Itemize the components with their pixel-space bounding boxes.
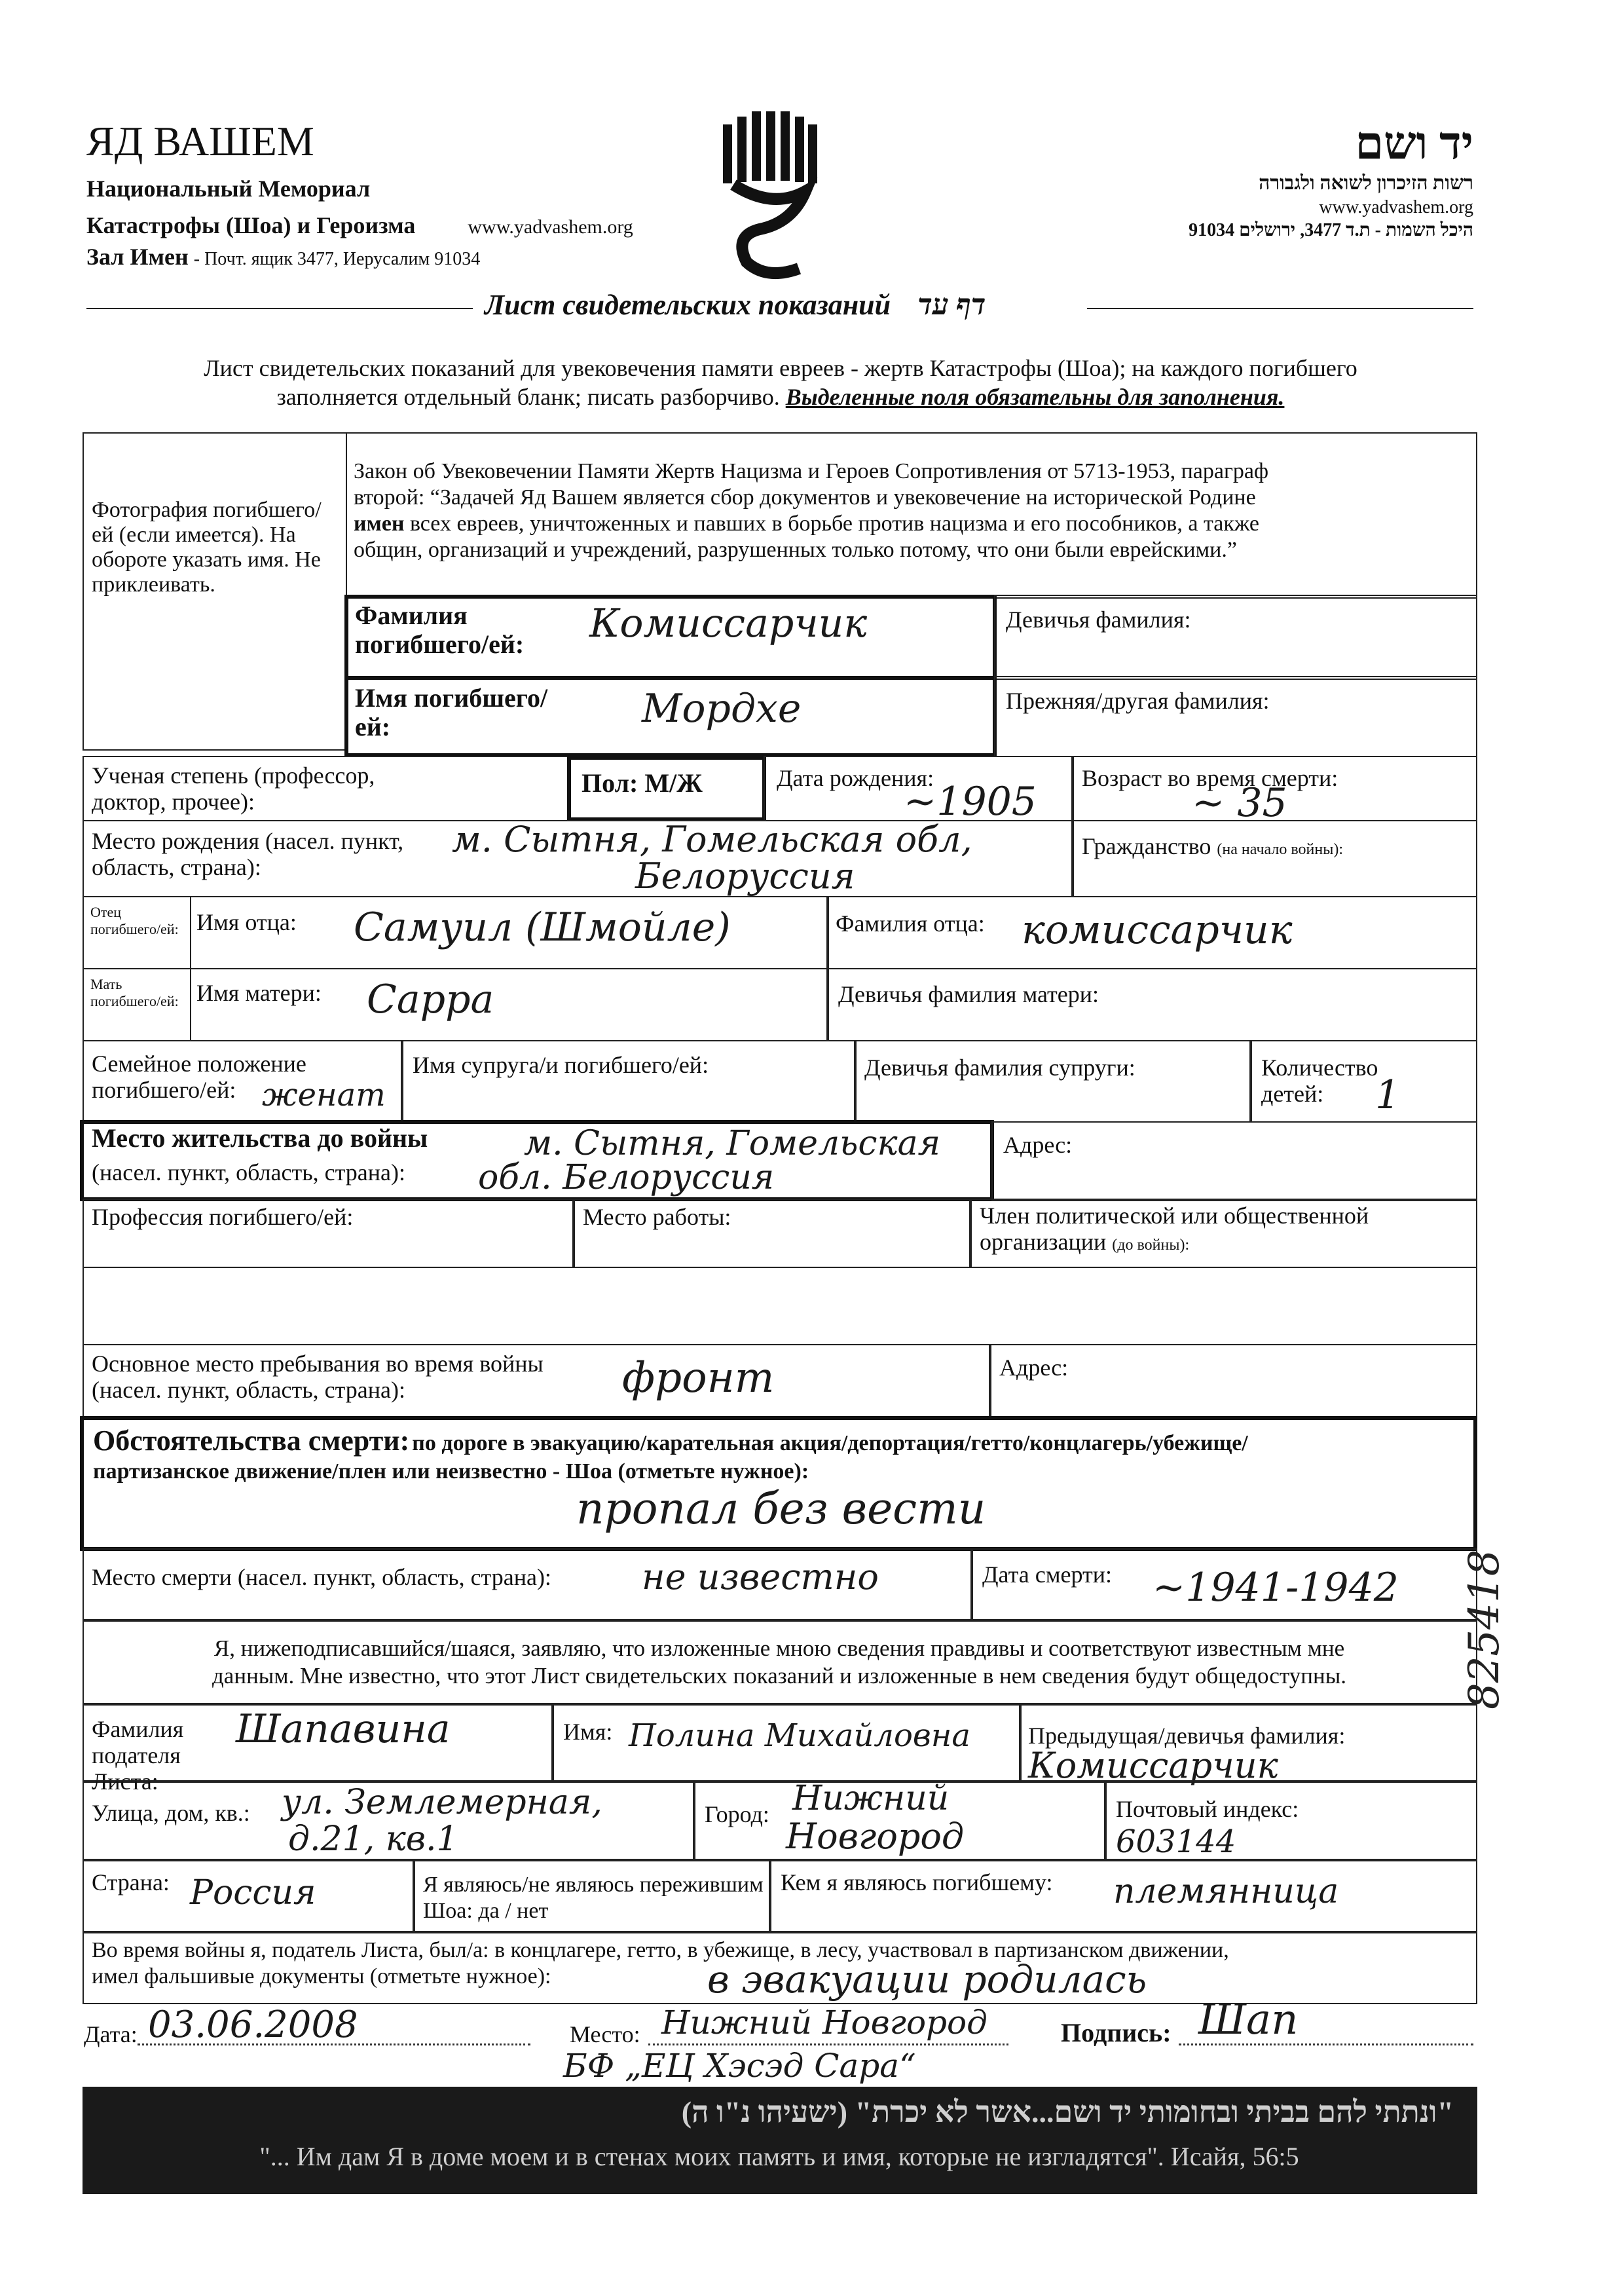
submitter-wartime-line2: имел фальшивые документы (отметьте нужное): <box>92 1964 551 1988</box>
father-name-label: Имя отца: <box>196 909 297 935</box>
birthplace-label: Место рождения (насел. пункт, область, страна): <box>92 828 404 880</box>
org-sub-he: רשות הזיכרון לשואה ולגבורה <box>1259 172 1473 194</box>
dob-label: Дата рождения: <box>777 765 934 791</box>
birthplace-value2: Белоруссия <box>635 855 855 897</box>
side-number: 825418 <box>1460 1549 1509 1709</box>
marital-value: женат <box>262 1077 386 1113</box>
header-left <box>86 118 676 272</box>
footer-quote-ru: "... Им дам Я в доме моем и в стенах моих память и имя, которые не изгладятся". Исайя, 56:5 <box>259 2142 1299 2171</box>
submitter-surname-label: Фамилия подателя Листа: <box>92 1716 184 1795</box>
city-value1: Нижний <box>792 1779 950 1818</box>
title-rule-left <box>86 308 473 309</box>
wartime-label: Основное место пребывания во время войны (насел. пункт, область, страна): <box>92 1351 544 1403</box>
intro-line2: заполняется отдельный бланк; писать разборчиво. <box>276 384 780 410</box>
declaration-line2: данным. Мне известно, что этот Лист свидетельских показаний и изложенные в нем сведения будут общедоступны. <box>212 1663 1346 1689</box>
degree-label: Ученая степень (профессор, доктор, прочее): <box>92 762 375 815</box>
address-label: Зал Имен <box>86 244 189 270</box>
father-surname-value: комиссарчик <box>1022 907 1293 953</box>
death-circ-text2: партизанское движение/плен или неизвестно - Шоа (отметьте нужное): <box>93 1459 809 1483</box>
form-title-ru: Лист свидетельских показаний <box>485 289 891 321</box>
residence-label: Место жительства до войны <box>92 1123 428 1153</box>
survivor-label: Я являюсь/не являюсь пережившим Шоа: да / нет <box>423 1873 764 1923</box>
law-line1: Закон об Увековечении Памяти Жертв Нацизма и Героев Сопротивления от 5713-1953, параграф <box>354 459 1269 483</box>
mother-name-label: Имя матери: <box>196 980 322 1006</box>
profession-extra-row[interactable] <box>83 1267 1477 1345</box>
header-right <box>1100 118 1473 242</box>
death-circ-text <box>93 1424 1468 1486</box>
declaration <box>92 1635 1467 1690</box>
member-label <box>980 1203 1464 1255</box>
footer-quote-he: "ונתתי להם בביתי ובחומותי יד ושם...אשר לא יכרת" (ישעיהו נ"ו ה) <box>681 2095 1454 2129</box>
prev-surname-label: Прежняя/другая фамилия: <box>1006 688 1270 714</box>
victim-name-value: Мордхе <box>642 686 802 732</box>
date-value: 03.06.2008 <box>148 2004 358 2046</box>
marital-label: Семейное положение погибшего/ей: <box>92 1051 306 1103</box>
death-place-label: Место смерти (насел. пункт, область, страна): <box>92 1564 551 1590</box>
spouse-maiden-field[interactable] <box>854 1040 1252 1123</box>
death-circ-value: пропал без вести <box>576 1483 986 1534</box>
father-surname-label: Фамилия отца: <box>836 910 985 937</box>
address-ru: - Почт. ящик 3477, Иерусалим 91034 <box>193 249 481 269</box>
wartime-value: фронт <box>622 1354 775 1402</box>
dob-value: ~1905 <box>904 779 1037 825</box>
intro-emph: Выделенные поля обязательны для заполнения. <box>785 384 1285 410</box>
citizenship-note: (на начало войны): <box>1217 841 1343 858</box>
sex-label: Пол: М/Ж <box>581 768 703 798</box>
birthplace-value1: м. Сытня, Гомельская обл, <box>452 819 972 860</box>
law-line3: всех евреев, уничтоженных и павших в борьбе против нацизма и его пособников, а также <box>404 512 1259 536</box>
country-value: Россия <box>190 1873 316 1912</box>
org-name-he: יד ושם <box>1355 119 1473 169</box>
law-line4: общин, организаций и учреждений, разрушенных только потому, что они были еврейскими.” <box>354 538 1237 562</box>
submitter-name-value: Полина Михайловна <box>629 1717 971 1754</box>
victim-surname-value: Комиссарчик <box>589 601 868 646</box>
death-date-label: Дата смерти: <box>982 1561 1113 1588</box>
address-he: היכל השמות - ת.ד 3477, ירושלים 91034 <box>1189 220 1473 240</box>
mother-name-value: Сарра <box>367 977 494 1022</box>
date-label: Дата: <box>84 2021 138 2047</box>
sign-label: Подпись: <box>1061 2018 1172 2047</box>
death-date-value: ~1941-1942 <box>1153 1565 1399 1611</box>
mother-side-label: Мать погибшего/ей: <box>90 976 179 1009</box>
residence-value2: обл. Белоруссия <box>478 1158 775 1197</box>
children-value: 1 <box>1375 1072 1401 1118</box>
spouse-maiden-label: Девичья фамилия супруги: <box>864 1054 1135 1081</box>
intro <box>86 354 1475 411</box>
relation-value: племянница <box>1113 1872 1339 1911</box>
intro-line1: Лист свидетельских показаний для увековечения памяти евреев - жертв Катастрофы (Шоа); на каждого погибшего <box>204 355 1357 381</box>
wartime-address-label: Адрес: <box>999 1354 1069 1381</box>
maiden-label: Девичья фамилия: <box>1006 606 1191 633</box>
father-side-label: Отец погибшего/ей: <box>90 904 179 937</box>
law-line3-bold: имен <box>354 512 405 536</box>
place-value2: БФ „ЕЦ Хэсэд Сара“ <box>563 2047 916 2085</box>
zip-value: 603144 <box>1116 1823 1236 1860</box>
residence-value1: м. Сытня, Гомельская <box>524 1124 941 1163</box>
submitter-prev-value: Комиссарчик <box>1028 1745 1278 1786</box>
death-place-value: не известно <box>642 1556 879 1597</box>
city-value2: Новгород <box>786 1816 965 1857</box>
workplace-label: Место работы: <box>583 1204 731 1230</box>
photo-note: Фотография погибшего/ей (если имеется). На обороте указать имя. Не приклеивать. <box>92 498 322 597</box>
street-value1: ул. Землемерная, <box>282 1783 602 1822</box>
age-value: ~ 35 <box>1192 780 1287 826</box>
victim-surname-label: Фамилия погибшего/ей: <box>355 601 525 659</box>
father-name-value: Самуил (Шмойле) <box>354 905 731 950</box>
victim-name-label: Имя погибшего/ей: <box>355 683 548 741</box>
law-line2: второй: “Задачей Яд Вашем является сбор документов и увековечение на исторической Родине <box>354 485 1256 510</box>
submitter-name-label: Имя: <box>563 1719 613 1745</box>
submitter-prev-label: Предыдущая/девичья фамилия: <box>1028 1723 1346 1749</box>
country-label: Страна: <box>92 1869 170 1895</box>
street-label: Улица, дом, кв.: <box>92 1800 250 1826</box>
form-title-he: דף עד <box>917 289 986 321</box>
title-rule-right <box>1087 308 1473 309</box>
form-title <box>485 288 986 322</box>
place-label: Место: <box>570 2021 640 2047</box>
declaration-line1: Я, нижеподписавшийся/шаяся, заявляю, что изложенные мною сведения правдивы и соответствуют известным мне <box>213 1635 1345 1661</box>
citizenship-label <box>1082 833 1343 859</box>
org-sub1: Национальный Мемориал <box>86 176 371 202</box>
city-label: Город: <box>705 1801 769 1827</box>
submitter-wartime-line1: Во время войны я, податель Листа, был/а: в концлагере, гетто, в убежище, в лесу, участвовал в партизанском движении, <box>92 1938 1229 1962</box>
death-circ-text1: по дороге в эвакуацию/карательная акция/депортация/гетто/концлагерь/убежище/ <box>412 1431 1248 1455</box>
place-value1: Нижний Новгород <box>661 2004 987 2042</box>
mother-maiden-label: Девичья фамилия матери: <box>838 981 1099 1007</box>
zip-label: Почтовый индекс: <box>1116 1796 1299 1822</box>
website-left: www.yadvashem.org <box>468 216 633 238</box>
yad-vashem-logo <box>720 111 819 282</box>
submitter-surname-value: Шапавина <box>236 1706 451 1752</box>
spouse-name-label: Имя супруга/и погибшего/ей: <box>413 1052 709 1078</box>
org-name-ru: ЯД ВАШЕМ <box>86 118 314 164</box>
profession-label: Профессия погибшего/ей: <box>92 1204 354 1230</box>
citizenship-label-text: Гражданство <box>1082 833 1211 859</box>
member-label-text: Член политической или общественной организации <box>980 1203 1369 1255</box>
website-right: www.yadvashem.org <box>1319 197 1473 217</box>
signature: Шап <box>1198 1996 1299 2044</box>
death-circ-label: Обстоятельства смерти: <box>93 1425 410 1457</box>
submitter-wartime-value: в эвакуации родилась <box>707 1957 1147 2002</box>
law-text <box>354 458 1467 563</box>
street-value2: д.21, кв.1 <box>288 1819 458 1859</box>
relation-label: Кем я являюсь погибшему: <box>781 1869 1053 1895</box>
org-sub2: Катастрофы (Шоа) и Героизма <box>86 212 416 238</box>
member-note: (до войны): <box>1112 1237 1190 1254</box>
address-label: Адрес: <box>1003 1132 1073 1158</box>
residence-sub: (насел. пункт, область, страна): <box>92 1159 406 1185</box>
children-label: Количество детей: <box>1261 1054 1378 1107</box>
age-label: Возраст во время смерти: <box>1082 765 1338 791</box>
